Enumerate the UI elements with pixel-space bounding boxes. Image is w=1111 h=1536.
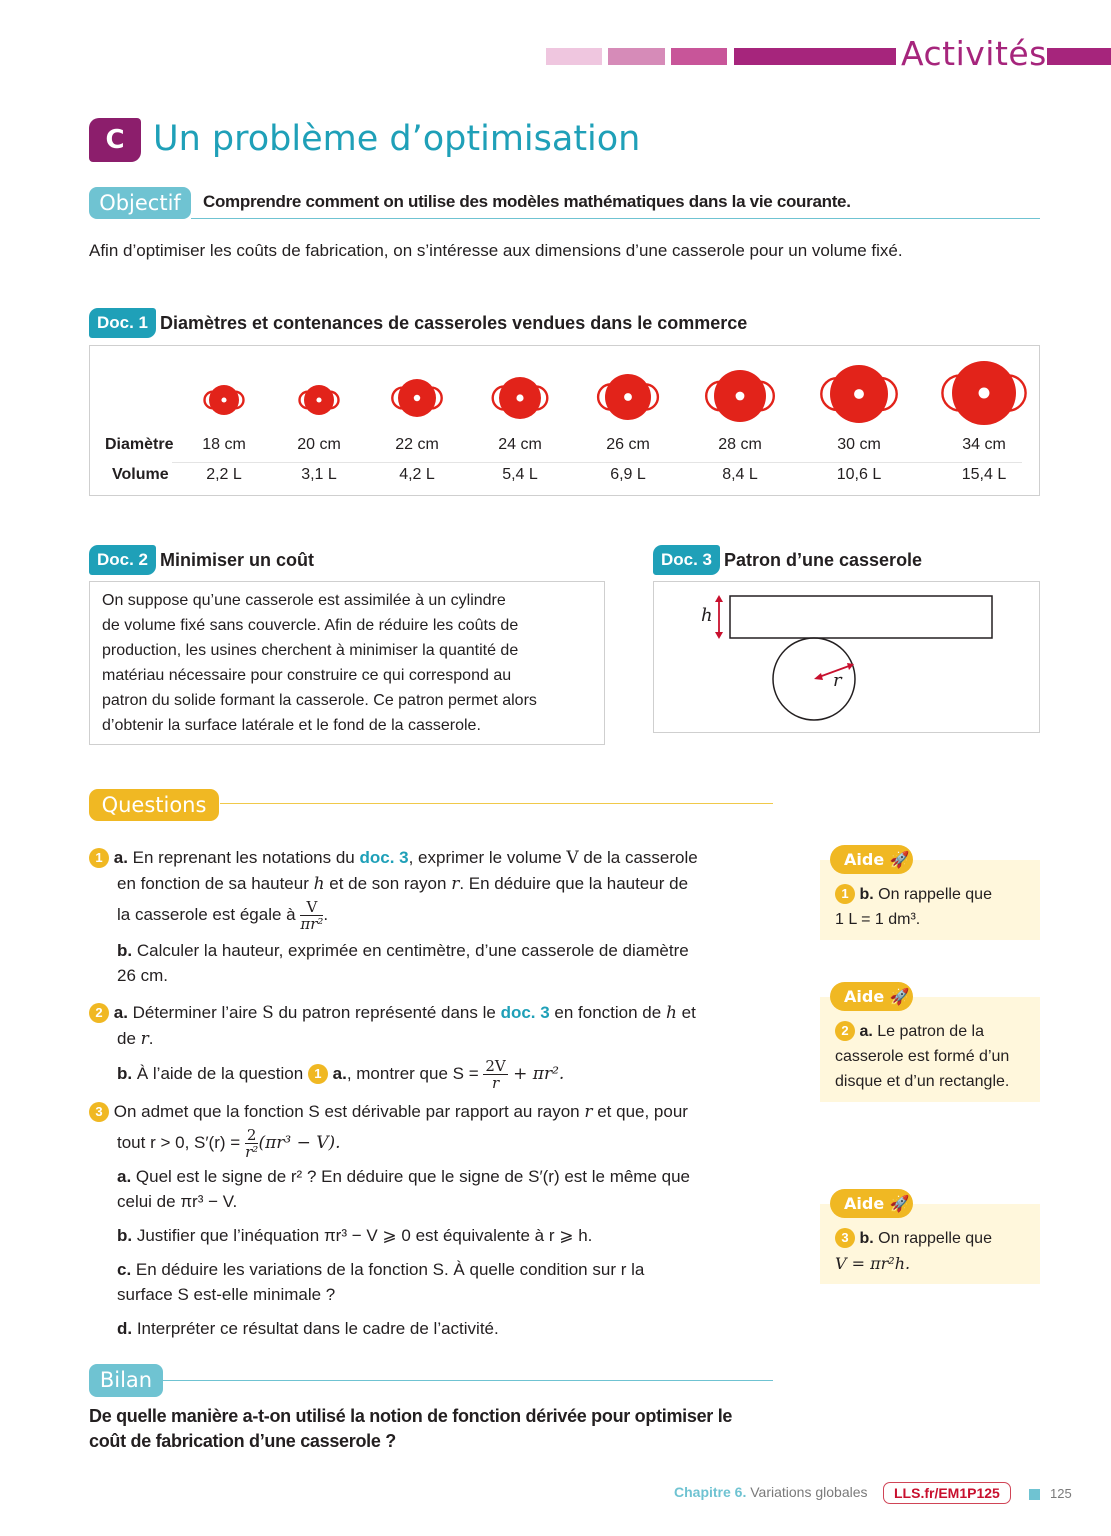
aide-label: Aide	[844, 987, 885, 1006]
aide-content-2	[835, 1019, 1009, 1094]
text: En déduire les variations de la fonction S. À quelle condition sur r la	[131, 1260, 645, 1279]
q1a-line3: la casserole est égale à $\frac{V}{\text{πr²}}$ .	[117, 898, 329, 933]
fraction	[245, 1127, 259, 1160]
sub-label: b.	[117, 1226, 133, 1245]
diameter-cell: 28 cm	[718, 436, 762, 453]
diameter-cell: 22 cm	[395, 436, 439, 453]
question-ref-badge: 1	[835, 884, 855, 904]
sub-label: a.	[113, 848, 128, 867]
question-1	[89, 845, 779, 988]
text: Le patron de la	[872, 1023, 984, 1040]
doc3-link[interactable]: doc. 3	[500, 1003, 550, 1022]
volume-cell: 6,9 L	[610, 466, 646, 483]
volume-cell: 4,2 L	[399, 466, 435, 483]
text: en fonction de	[549, 1003, 666, 1022]
bilan-rule	[163, 1380, 773, 1381]
math: r	[584, 1102, 593, 1122]
question-ref-badge: 1	[308, 1064, 328, 1084]
math: + πr².	[507, 1063, 565, 1084]
height-arrow	[715, 595, 723, 639]
sub-label: d.	[117, 1319, 133, 1338]
question-2	[89, 1000, 779, 1091]
fraction	[300, 899, 323, 932]
math: h	[665, 1003, 677, 1023]
q1a-line2	[89, 871, 779, 897]
label-h: h	[701, 605, 713, 626]
q1a-line1	[89, 845, 779, 871]
text: On rappelle que	[873, 886, 992, 903]
bilan-tag: Bilan	[89, 1364, 163, 1397]
sub-label: a.	[117, 1167, 132, 1186]
text: du patron représenté dans le	[273, 1003, 501, 1022]
text: De quelle manière a-t-on utilisé la notion de fonction dérivée pour optimiser le	[89, 1406, 733, 1426]
doc2-line: production, les usines cherchent à minimiser la quantité de	[102, 642, 519, 659]
doc3-title: Patron d’une casserole	[724, 550, 923, 570]
doc2-line: de volume fixé sans couvercle. Afin de réduire les coûts de	[102, 617, 519, 634]
rocket-icon: 🚀	[889, 850, 910, 869]
question-ref-badge: 3	[835, 1228, 855, 1248]
casserole-icon	[292, 383, 346, 417]
aide-tag-3	[830, 1189, 913, 1218]
text: 26 cm.	[117, 966, 169, 985]
chapter-number: Chapitre 6.	[674, 1484, 747, 1500]
diameter-cell: 34 cm	[962, 436, 1006, 453]
text: On admet que la fonction S est dérivable par rapport au rayon	[109, 1102, 585, 1121]
objective-text: Comprendre comment on utilise des modèles mathématiques dans la vie courante.	[203, 192, 851, 211]
denominator: r	[491, 1074, 500, 1092]
numerator: V	[300, 899, 323, 916]
math: V	[566, 848, 579, 868]
casserole-icon	[386, 377, 448, 419]
casserole-icon	[593, 372, 663, 422]
doc1-title: Diamètres et contenances de casseroles vendues dans le commerce	[160, 313, 748, 333]
doc2-box	[89, 581, 605, 745]
text: celui de πr³ − V.	[117, 1192, 238, 1211]
page-title: Un problème d’optimisation	[153, 119, 641, 159]
diameter-cell: 24 cm	[498, 436, 542, 453]
text: tout r > 0, S′(r) =	[117, 1132, 245, 1152]
doc3-tag: Doc. 3	[653, 545, 720, 575]
casserole-icon	[702, 368, 778, 424]
denominator: πr²	[300, 915, 324, 933]
intro-text: Afin d’optimiser les coûts de fabrication, on s’intéresse aux dimensions d’une casserole pour un volume fixé.	[89, 241, 903, 260]
math: V = πr²h.	[835, 1254, 911, 1273]
doc1-table-box	[89, 345, 1040, 496]
bilan-question	[89, 1404, 732, 1454]
text: de	[117, 1029, 141, 1048]
header-bar-seg-2	[608, 48, 665, 65]
sub-label: b.	[117, 1063, 133, 1083]
casserole-icon	[197, 383, 251, 417]
q1b	[89, 938, 779, 988]
text: la casserole est égale à	[117, 904, 301, 924]
aide-tag-2	[830, 982, 913, 1011]
diameter-cell: 30 cm	[837, 436, 881, 453]
sub-label: a.	[859, 1023, 873, 1040]
q3b	[89, 1223, 784, 1248]
text: coût de fabrication d’une casserole ?	[89, 1431, 396, 1451]
diameter-cell: 26 cm	[606, 436, 650, 453]
section-label: Activités	[901, 34, 1047, 73]
text: Justifier que l’inéquation πr³ − V ⩾ 0 est équivalente à r ⩾ h.	[132, 1226, 593, 1245]
text: et que, pour	[592, 1102, 688, 1121]
header-bar-seg-3	[671, 48, 727, 65]
label-r: r	[833, 670, 842, 691]
volume-cell: 10,6 L	[836, 466, 882, 483]
casserole-icon	[818, 363, 900, 425]
diameter-cell: 20 cm	[297, 436, 341, 453]
denominator: r²	[245, 1143, 259, 1161]
row-label-diameter: Diamètre	[105, 436, 174, 453]
header-bar-seg-4	[734, 48, 896, 65]
text: Interpréter ce résultat dans le cadre de l’activité.	[132, 1319, 499, 1338]
math: r	[140, 1029, 149, 1049]
volume-cell: 15,4 L	[961, 466, 1007, 483]
casserole-icon	[940, 359, 1028, 427]
objective-tag: Objectif	[89, 187, 191, 219]
math: h	[313, 874, 325, 894]
aide-content-3	[835, 1226, 992, 1277]
volume-cell: 2,2 L	[206, 466, 242, 483]
text: , exprimer le volume	[408, 848, 567, 867]
text: 1 L = 1 dm³.	[835, 911, 921, 928]
questions-rule	[220, 803, 773, 804]
page-number: 125	[1050, 1486, 1072, 1501]
text: En reprenant les notations du	[127, 848, 360, 867]
question-3	[89, 1099, 784, 1341]
numerator: 2V	[485, 1057, 506, 1075]
row-label-volume: Volume	[112, 466, 169, 483]
rocket-icon: 🚀	[889, 1194, 910, 1213]
text: et	[676, 1003, 696, 1022]
volume-cell: 3,1 L	[301, 466, 337, 483]
doc2-title: Minimiser un coût	[160, 550, 315, 570]
footer	[674, 1484, 868, 1500]
q3-intro	[89, 1099, 784, 1125]
math: r	[451, 874, 460, 894]
q2b	[89, 1058, 779, 1091]
chapter-title: Variations globales	[746, 1484, 868, 1500]
text: casserole est formé d’un	[835, 1048, 1010, 1065]
aide-tag-1	[830, 845, 913, 874]
text: et de son rayon	[324, 874, 452, 893]
math: S	[262, 1003, 274, 1023]
doc3-figure-box	[653, 581, 1040, 733]
rocket-icon: 🚀	[889, 987, 910, 1006]
question-number: 1	[89, 848, 109, 868]
text: , montrer que S =	[346, 1063, 484, 1083]
sub-label: b.	[859, 886, 874, 903]
activity-letter-badge: C	[89, 118, 141, 162]
text: À l’aide de la question	[132, 1063, 308, 1083]
text: disque et d’un rectangle.	[835, 1073, 1010, 1090]
page-square-icon	[1029, 1489, 1040, 1500]
net-rectangle	[730, 596, 992, 638]
doc2-line: On suppose qu’une casserole est assimilée à un cylindre	[102, 592, 506, 609]
doc2-line: d’obtenir la surface latérale et le fond de la casserole.	[102, 717, 481, 734]
casserole-icon	[487, 375, 553, 421]
volume-cell: 5,4 L	[502, 466, 538, 483]
question-number: 2	[89, 1003, 109, 1023]
text: Quel est le signe de r² ? En déduire que le signe de S′(r) est le même que	[131, 1167, 691, 1186]
text: surface S est-elle minimale ?	[117, 1285, 336, 1304]
volume-cell: 8,4 L	[722, 466, 758, 483]
aide-label: Aide	[844, 1194, 885, 1213]
text: Calculer la hauteur, exprimée en centimètre, d’une casserole de diamètre	[132, 941, 689, 960]
sub-label: b.	[117, 941, 133, 960]
aide-content-1	[835, 882, 992, 932]
questions-tag: Questions	[89, 789, 219, 821]
sub-label: a.	[327, 1063, 347, 1083]
sub-label: b.	[859, 1230, 874, 1247]
math: (πr³ − V).	[258, 1132, 341, 1153]
sub-label: a.	[113, 1003, 128, 1022]
text: de la casserole	[578, 848, 698, 867]
text: Déterminer l’aire	[127, 1003, 263, 1022]
doc3-link[interactable]: doc. 3	[359, 848, 409, 867]
doc1-tag: Doc. 1	[89, 308, 156, 338]
numerator: 2	[246, 1126, 257, 1144]
fraction	[483, 1058, 507, 1091]
header-bar-seg-1	[546, 48, 602, 65]
q3c	[89, 1257, 784, 1307]
q2a	[89, 1000, 779, 1026]
text: en fonction de sa hauteur	[117, 874, 314, 893]
diameter-cell: 18 cm	[202, 436, 246, 453]
question-ref-badge: 2	[835, 1021, 855, 1041]
sub-label: c.	[117, 1260, 132, 1279]
q3-intro-line2	[89, 1127, 784, 1160]
text: . En déduire que la hauteur de	[459, 874, 689, 893]
table-row-divider	[172, 462, 1022, 463]
doc2-line: patron du solide formant la casserole. Ce patron permet alors	[102, 692, 537, 709]
lls-link[interactable]: LLS.fr/EM1P125	[883, 1482, 1011, 1504]
q2a-line2: de r.	[117, 1029, 154, 1049]
q3a	[89, 1164, 784, 1214]
q3d	[89, 1316, 784, 1341]
doc2-tag: Doc. 2	[89, 545, 156, 575]
text: On rappelle que	[873, 1230, 992, 1247]
aide-label: Aide	[844, 850, 885, 869]
question-number: 3	[89, 1102, 109, 1122]
doc2-line: matériau nécessaire pour construire ce qui correspond au	[102, 667, 512, 684]
objective-rule	[191, 218, 1040, 219]
header-bar-seg-5	[1047, 48, 1111, 65]
